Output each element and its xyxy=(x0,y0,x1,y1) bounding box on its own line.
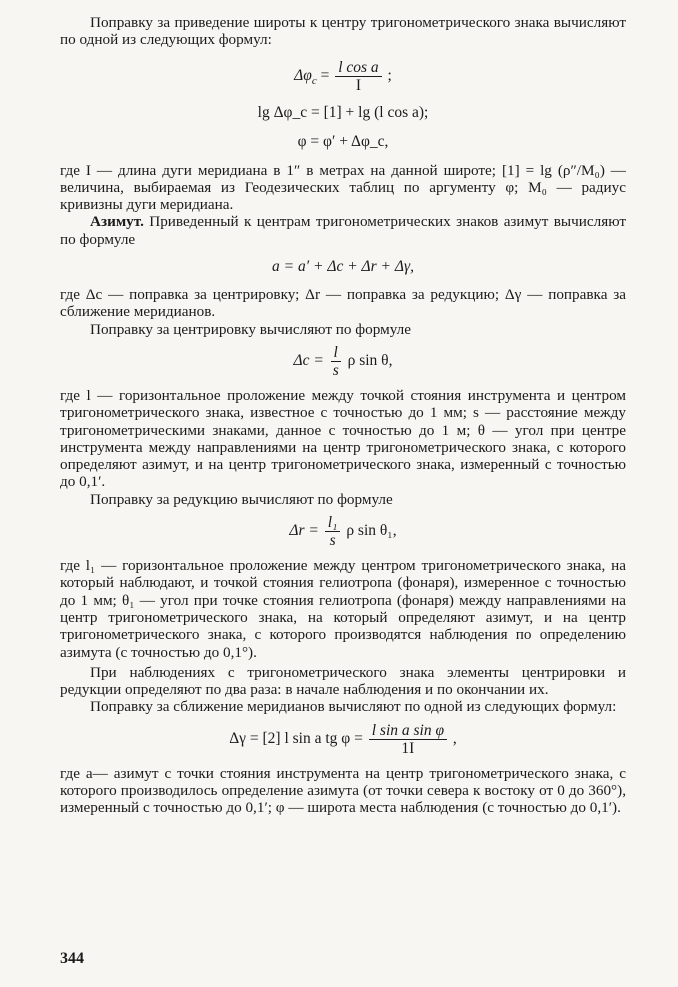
formula-log: lg Δφ_c = [1] + lg (l cos a); xyxy=(257,103,429,121)
page-body xyxy=(60,14,626,817)
azimuth-heading: Азимут. xyxy=(90,213,144,231)
formula-centering xyxy=(60,344,626,379)
formula-lhs: Δγ = [2] l sin a tg φ = xyxy=(229,729,367,747)
formula-latitude-correction xyxy=(60,59,626,94)
fraction xyxy=(330,344,342,379)
formula-tail: , xyxy=(449,729,457,747)
formula-reduction xyxy=(60,514,626,549)
fraction xyxy=(325,514,341,549)
azimuth-paragraph xyxy=(60,213,626,248)
formula-eq: = xyxy=(316,66,334,84)
formula-tail: ρ sin θ, xyxy=(343,352,393,370)
paragraph-7: где l₁ — горизонтальное проложение между центром тригонометрического знака, на который наблюдают, и точкой стояния гелиотропа (фонаря), измеренное с точностью до 1 мм; θ₁ — угол при точке стояния гелиотропа (фонаря) между направлениями на центр тригонометрического знака, на который определяют азимут, и на центр тригонометрического знака, с которого производятся наблюдения по определению азимута (с точностью до 0,1°). xyxy=(60,557,626,661)
fraction-denominator: 1I xyxy=(401,739,415,757)
formula-lhs: Δc = xyxy=(293,352,328,370)
paragraph-4: Поправку за центрировку вычисляют по формуле xyxy=(90,320,411,338)
fraction xyxy=(369,722,447,757)
formula-tail: ; xyxy=(383,66,392,84)
azimuth-text: Приведенный к центрам тригонометрических знаков азимут вычисляют по формуле xyxy=(60,213,626,248)
formula-convergence xyxy=(60,722,626,757)
fraction-numerator: l xyxy=(331,344,341,362)
page-number: 344 xyxy=(60,950,84,967)
formula-lhs: Δφ xyxy=(294,66,312,84)
paragraph-6: Поправку за редукцию вычисляют по формуле xyxy=(90,490,393,508)
fraction-numerator: l sin a sin φ xyxy=(369,722,447,740)
fraction-denominator: I xyxy=(355,76,362,94)
paragraph-8: При наблюдениях с тригонометрического знака элементы центрировки и редукции определяют по два раза: в начале наблюдения и по окончании их. xyxy=(60,663,626,699)
paragraph-3: где Δc — поправка за центрировку; Δr — поправка за редукцию; Δγ — поправка за сближение меридианов. xyxy=(60,286,626,321)
fraction-denominator: s xyxy=(332,361,339,379)
paragraph-5: где l — горизонтальное проложение между точкой стояния инструмента и центром тригонометрического знака, известное с точностью до 1 мм; s — расстояние между тригонометрическими знаками, данное с точностью до 1 м; θ — угол при центре инструмента между направлениями на центр тригонометрического знака, с которого определяют азимут, и на центр тригонометрического знака, измеренный с точностью до 0,1′. xyxy=(60,386,626,491)
formula-tail: ρ sin θ₁, xyxy=(342,522,397,540)
paragraph-1: где I — длина дуги меридиана в 1″ в метрах на данной широте; [1] = lg (ρ″/M₀) — величина, выбираемая из Геодезических таблиц по аргументу φ; M₀ — радиус кривизны дуги меридиана. xyxy=(60,161,626,214)
paragraph-10: где a— азимут с точки стояния инструмента на центр тригонометрического знака, с которого производилось определение азимута (от точки севера к востоку от 0 до 360°), измеренный с точностью до 0,1′; φ — широта места наблюдения (с точностью до 0,1′). xyxy=(60,764,626,817)
fraction xyxy=(335,59,381,94)
fraction-denominator: s xyxy=(329,532,336,550)
fraction-numerator: l cos a xyxy=(335,59,381,77)
fraction-numerator: l₁ xyxy=(325,514,341,532)
formula-latitude: φ = φ′ + Δφ_c, xyxy=(297,132,389,150)
formula-lhs: Δr = xyxy=(289,522,323,540)
paragraph-9: Поправку за сближение меридианов вычисляют по одной из следующих формул: xyxy=(90,698,617,716)
formula-azimuth: a = a′ + Δc + Δr + Δγ, xyxy=(272,258,414,276)
formula-sub: c xyxy=(311,74,317,87)
intro-paragraph: Поправку за приведение широты к центру тригонометрического знака вычисляют по одной из следующих формул: xyxy=(60,14,626,49)
